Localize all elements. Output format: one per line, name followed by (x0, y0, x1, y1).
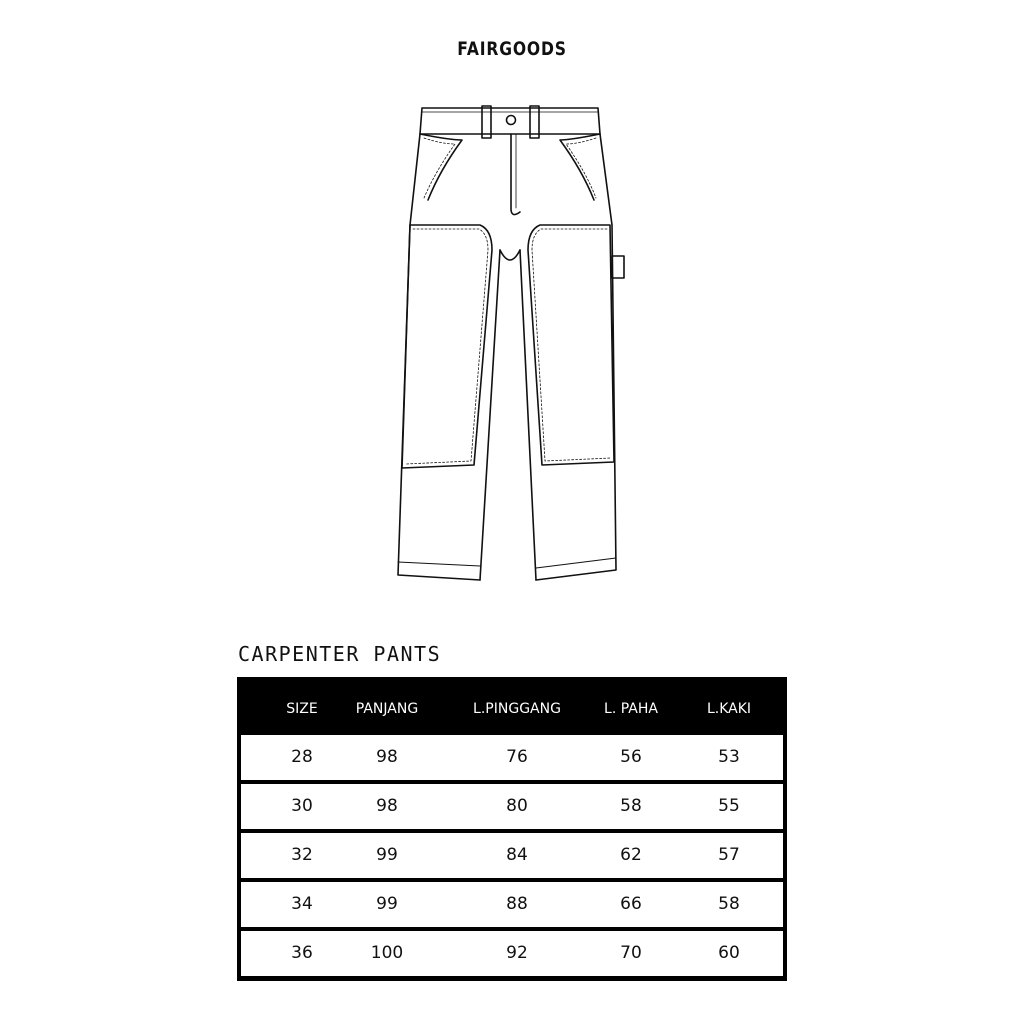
table-cell: 99 (376, 894, 398, 914)
table-cell: 98 (376, 796, 398, 816)
header-size: SIZE (286, 701, 318, 717)
header-l-pinggang: L.PINGGANG (473, 701, 561, 717)
table-row (241, 735, 783, 780)
header-l-kaki: L.KAKI (706, 701, 752, 717)
product-title: CARPENTER PANTS (238, 642, 442, 666)
table-cell: 53 (718, 747, 740, 767)
table-row (241, 931, 783, 976)
table-row (241, 784, 783, 829)
table-cell: 30 (291, 796, 313, 816)
table-cell: 34 (291, 894, 313, 914)
table-cell: 98 (376, 747, 398, 767)
table-cell: 70 (620, 943, 642, 963)
table-cell: 80 (506, 796, 528, 816)
table-cell: 36 (291, 943, 313, 963)
table-cell: 56 (620, 747, 642, 767)
table-cell: 92 (506, 943, 528, 963)
table-cell: 88 (506, 894, 528, 914)
header-panjang: PANJANG (355, 701, 419, 717)
table-cell: 55 (718, 796, 740, 816)
table-cell: 58 (718, 894, 740, 914)
table-cell: 76 (506, 747, 528, 767)
table-cell: 66 (620, 894, 642, 914)
size-table (237, 677, 787, 981)
table-cell: 28 (291, 747, 313, 767)
table-cell: 99 (376, 845, 398, 865)
table-cell: 84 (506, 845, 528, 865)
table-cell: 62 (620, 845, 642, 865)
pants-illustration (380, 100, 640, 590)
table-row (241, 833, 783, 878)
table-row (241, 882, 783, 927)
table-cell: 60 (718, 943, 740, 963)
header-l-paha: L. PAHA (604, 701, 658, 717)
table-header (241, 677, 783, 735)
table-cell: 57 (718, 845, 740, 865)
table-cell: 100 (370, 943, 404, 963)
table-cell: 58 (620, 796, 642, 816)
table-cell: 32 (291, 845, 313, 865)
brand-logo: FAIRGOODS (457, 38, 567, 60)
